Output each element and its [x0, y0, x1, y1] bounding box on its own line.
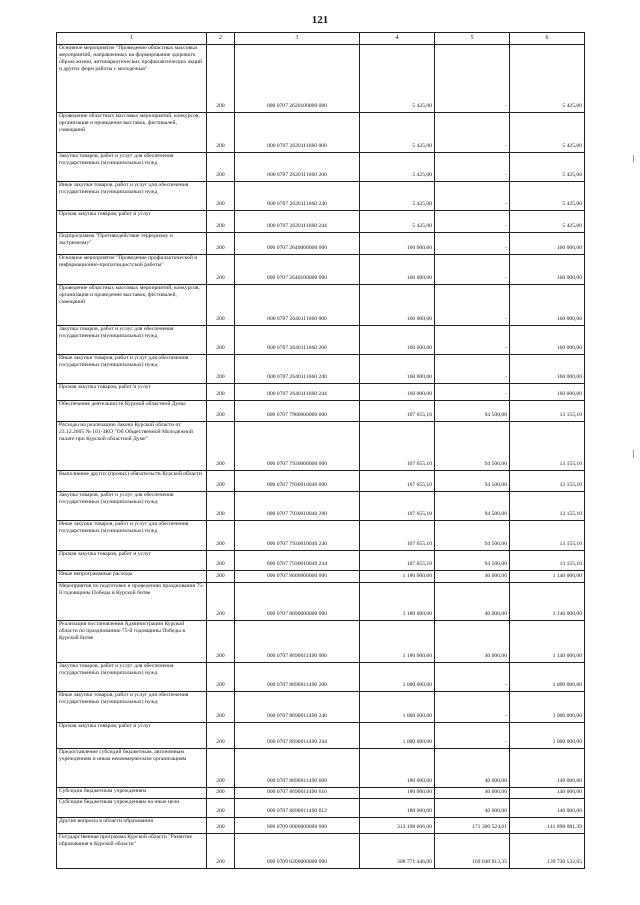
- row-federal-cell: 40 000,00: [435, 583, 510, 621]
- row-code-cell: 200: [207, 583, 235, 621]
- row-classification-cell: 000 0707 7930010040 000: [235, 471, 360, 492]
- table-row: [57, 521, 585, 551]
- row-code-cell: 200: [207, 401, 235, 422]
- row-name-cell: Закупка товаров, работ и услуг для обеспечения государственных (муниципальных) нужд: [57, 663, 207, 692]
- row-code-cell: 200: [207, 799, 235, 818]
- row-code-cell: 200: [207, 326, 235, 355]
- row-total-cell: 180 000,00: [360, 788, 435, 799]
- table-row: [57, 723, 585, 749]
- row-code-cell: 200: [207, 471, 235, 492]
- row-total-cell: 1 180 000,00: [360, 583, 435, 621]
- table-row: [57, 571, 585, 583]
- row-name-cell: Иные закупки товаров, работ и услуг для обеспечения государственных (муниципальных) нужд: [57, 521, 207, 551]
- row-regional-cell: 5 425,00: [510, 45, 585, 113]
- row-total-cell: 107 655,10: [360, 551, 435, 571]
- row-classification-cell: 000 0707 2640000000 000: [235, 233, 360, 255]
- row-federal-cell: -: [435, 663, 510, 692]
- row-code-cell: 200: [207, 521, 235, 551]
- row-total-cell: 1 000 000,00: [360, 692, 435, 723]
- row-federal-cell: -: [435, 45, 510, 113]
- row-regional-cell: 140 000,00: [510, 749, 585, 788]
- row-regional-cell: 5 425,00: [510, 113, 585, 153]
- table-row: [57, 153, 585, 182]
- row-regional-cell: 139 730 532,65: [510, 834, 585, 869]
- row-name-cell: Прочая закупка товаров, работ и услуг: [57, 551, 207, 571]
- table-row: [57, 355, 585, 384]
- column-header: 1: [57, 33, 207, 45]
- row-name-cell: Основное мероприятие "Проведение областных массовых мероприятий, направленных на формирование здорового образа жизни, антинаркотических профилактических акций и других форм работы с молодежью": [57, 45, 207, 113]
- table-row: [57, 663, 585, 692]
- row-regional-cell: 160 000,00: [510, 255, 585, 285]
- column-header: 5: [435, 33, 510, 45]
- row-classification-cell: 000 0707 2640111660 200: [235, 326, 360, 355]
- column-header: 2: [207, 33, 235, 45]
- row-total-cell: 107 655,10: [360, 471, 435, 492]
- row-total-cell: 5 425,00: [360, 153, 435, 182]
- column-header: 4: [360, 33, 435, 45]
- row-regional-cell: 141 898 081,39: [510, 818, 585, 834]
- row-regional-cell: 13 155,10: [510, 551, 585, 571]
- row-code-cell: 200: [207, 492, 235, 521]
- row-federal-cell: -: [435, 153, 510, 182]
- row-regional-cell: 160 000,00: [510, 384, 585, 401]
- row-regional-cell: 1 140 000,00: [510, 583, 585, 621]
- row-code-cell: 200: [207, 211, 235, 233]
- row-federal-cell: -: [435, 384, 510, 401]
- row-total-cell: 1 180 000,00: [360, 571, 435, 583]
- row-name-cell: Выполнение других (прочих) обязательств Курской области: [57, 471, 207, 492]
- row-name-cell: Расходы на реализацию Закона Курской области от 23.12.2005 № 101-ЗКО "Об Общественной Молодежной палате при Курской областной Думе": [57, 422, 207, 471]
- row-classification-cell: 000 0707 8690011490 240: [235, 692, 360, 723]
- row-classification-cell: 000 0707 8690011490 000: [235, 621, 360, 663]
- row-total-cell: 1 180 000,00: [360, 621, 435, 663]
- row-regional-cell: 160 000,00: [510, 355, 585, 384]
- row-regional-cell: 13 155,10: [510, 471, 585, 492]
- row-federal-cell: 94 500,00: [435, 551, 510, 571]
- row-classification-cell: 000 0707 7930010040 244: [235, 551, 360, 571]
- row-federal-cell: 94 500,00: [435, 492, 510, 521]
- table-row: [57, 692, 585, 723]
- budget-table: [56, 32, 585, 869]
- row-federal-cell: 40 000,00: [435, 788, 510, 799]
- row-code-cell: 200: [207, 422, 235, 471]
- row-code-cell: 200: [207, 233, 235, 255]
- row-total-cell: 160 000,00: [360, 326, 435, 355]
- row-code-cell: 200: [207, 255, 235, 285]
- row-name-cell: Закупка товаров, работ и услуг для обеспечения государственных (муниципальных) нужд: [57, 492, 207, 521]
- row-classification-cell: 000 0707 2640111660 244: [235, 384, 360, 401]
- row-code-cell: 200: [207, 663, 235, 692]
- column-header: 3: [235, 33, 360, 45]
- table-row: [57, 45, 585, 113]
- row-federal-cell: 169 040 913,35: [435, 834, 510, 869]
- row-name-cell: Иные закупки товаров, работ и услуг для обеспечения государственных (муниципальных) нужд: [57, 182, 207, 211]
- row-federal-cell: -: [435, 113, 510, 153]
- row-classification-cell: 000 0707 7930000000 000: [235, 422, 360, 471]
- row-regional-cell: 160 000,00: [510, 326, 585, 355]
- row-name-cell: Закупка товаров, работ и услуг для обеспечения государственных (муниципальных) нужд: [57, 153, 207, 182]
- row-classification-cell: 000 0707 8600000000 000: [235, 571, 360, 583]
- row-name-cell: Иные закупки товаров, работ и услуг для обеспечения государственных (муниципальных) нужд: [57, 355, 207, 384]
- row-total-cell: 160 000,00: [360, 233, 435, 255]
- row-regional-cell: 1 000 000,00: [510, 692, 585, 723]
- table-row: [57, 551, 585, 571]
- row-name-cell: Иные непрограммные расходы: [57, 571, 207, 583]
- row-federal-cell: 94 500,00: [435, 521, 510, 551]
- column-header: 6: [510, 33, 585, 45]
- row-code-cell: 200: [207, 788, 235, 799]
- row-name-cell: Обеспечение деятельности Курской областной Думы: [57, 401, 207, 422]
- row-regional-cell: 160 000,00: [510, 233, 585, 255]
- row-federal-cell: 40 000,00: [435, 749, 510, 788]
- row-classification-cell: 000 0707 7930010040 200: [235, 492, 360, 521]
- row-federal-cell: 94 500,00: [435, 471, 510, 492]
- row-federal-cell: -: [435, 211, 510, 233]
- row-classification-cell: 000 0707 2620111660 244: [235, 211, 360, 233]
- row-classification-cell: 000 0707 8690011490 610: [235, 788, 360, 799]
- row-total-cell: 308 771 446,00: [360, 834, 435, 869]
- table-row: [57, 583, 585, 621]
- row-federal-cell: -: [435, 233, 510, 255]
- row-name-cell: Субсидии бюджетным учреждениям: [57, 788, 207, 799]
- row-classification-cell: 000 0707 7900000000 000: [235, 401, 360, 422]
- row-classification-cell: 000 0709 0200000000 000: [235, 834, 360, 869]
- row-classification-cell: 000 0707 2640100000 000: [235, 255, 360, 285]
- row-federal-cell: 40 000,00: [435, 799, 510, 818]
- row-federal-cell: -: [435, 723, 510, 749]
- table-header-row: [57, 33, 585, 45]
- table-row: [57, 384, 585, 401]
- table-row: [57, 401, 585, 422]
- edge-mark: [633, 450, 634, 458]
- row-code-cell: 200: [207, 113, 235, 153]
- row-total-cell: 1 000 000,00: [360, 663, 435, 692]
- row-federal-cell: -: [435, 285, 510, 326]
- row-code-cell: 200: [207, 45, 235, 113]
- row-regional-cell: 1 000 000,00: [510, 663, 585, 692]
- row-classification-cell: 000 0707 8690011490 244: [235, 723, 360, 749]
- table-row: [57, 799, 585, 818]
- row-classification-cell: 000 0707 8690011490 612: [235, 799, 360, 818]
- row-code-cell: 200: [207, 285, 235, 326]
- row-total-cell: 160 000,00: [360, 285, 435, 326]
- row-classification-cell: 000 0707 2620100000 000: [235, 45, 360, 113]
- row-regional-cell: 5 425,00: [510, 153, 585, 182]
- row-total-cell: 107 655,10: [360, 492, 435, 521]
- row-classification-cell: 000 0709 0000000000 000: [235, 818, 360, 834]
- row-total-cell: 160 000,00: [360, 255, 435, 285]
- row-federal-cell: -: [435, 182, 510, 211]
- row-name-cell: Реализация постановления Администрации Курской области по празднованию 75-й годовщины Победы в Курской битве: [57, 621, 207, 663]
- row-classification-cell: 000 0707 2620111660 200: [235, 153, 360, 182]
- row-code-cell: 200: [207, 551, 235, 571]
- row-regional-cell: 1 140 000,00: [510, 621, 585, 663]
- row-name-cell: Иные закупки товаров, работ и услуг для обеспечения государственных (муниципальных) нужд: [57, 692, 207, 723]
- row-total-cell: 1 000 000,00: [360, 723, 435, 749]
- row-name-cell: Прочая закупка товаров, работ и услуг: [57, 384, 207, 401]
- row-total-cell: 313 198 606,00: [360, 818, 435, 834]
- row-name-cell: Мероприятия по подготовке и проведению празднования 75-й годовщины Победы в Курской битве: [57, 583, 207, 621]
- row-regional-cell: 140 000,00: [510, 788, 585, 799]
- edge-mark: [633, 155, 634, 163]
- row-regional-cell: 13 155,10: [510, 401, 585, 422]
- row-federal-cell: -: [435, 326, 510, 355]
- row-code-cell: 200: [207, 834, 235, 869]
- row-classification-cell: 000 0707 8690011490 200: [235, 663, 360, 692]
- row-name-cell: Подпрограмма "Противодействие терроризму и экстремизму": [57, 233, 207, 255]
- row-classification-cell: 000 0707 2640111660 240: [235, 355, 360, 384]
- row-federal-cell: 94 500,00: [435, 422, 510, 471]
- row-classification-cell: 000 0707 8690000000 000: [235, 583, 360, 621]
- table-row: [57, 834, 585, 869]
- row-name-cell: Закупка товаров, работ и услуг для обеспечения государственных (муниципальных) нужд: [57, 326, 207, 355]
- row-code-cell: 200: [207, 571, 235, 583]
- row-code-cell: 200: [207, 355, 235, 384]
- table-row: [57, 818, 585, 834]
- row-total-cell: 107 655,10: [360, 401, 435, 422]
- row-regional-cell: 140 000,00: [510, 799, 585, 818]
- row-total-cell: 5 425,00: [360, 45, 435, 113]
- row-federal-cell: 94 500,00: [435, 401, 510, 422]
- row-code-cell: 200: [207, 818, 235, 834]
- table-row: [57, 492, 585, 521]
- table-row: [57, 211, 585, 233]
- row-total-cell: 160 000,00: [360, 355, 435, 384]
- row-regional-cell: 13 155,10: [510, 492, 585, 521]
- row-name-cell: Другие вопросы в области образования: [57, 818, 207, 834]
- table-row: [57, 422, 585, 471]
- row-federal-cell: 40 000,00: [435, 621, 510, 663]
- row-federal-cell: 40 000,00: [435, 571, 510, 583]
- table-row: [57, 326, 585, 355]
- row-total-cell: 180 000,00: [360, 749, 435, 788]
- row-total-cell: 5 425,00: [360, 211, 435, 233]
- row-code-cell: 200: [207, 182, 235, 211]
- table-row: [57, 233, 585, 255]
- row-name-cell: Предоставление субсидий бюджетным, автономным учреждениям и иным некоммерческим организациям: [57, 749, 207, 788]
- row-name-cell: Субсидии бюджетным учреждениям на иные цели: [57, 799, 207, 818]
- row-regional-cell: 13 155,10: [510, 422, 585, 471]
- table-row: [57, 182, 585, 211]
- row-regional-cell: 13 155,10: [510, 521, 585, 551]
- row-classification-cell: 000 0707 2640111660 000: [235, 285, 360, 326]
- table-row: [57, 621, 585, 663]
- row-code-cell: 200: [207, 384, 235, 401]
- row-total-cell: 107 655,10: [360, 422, 435, 471]
- row-federal-cell: 171 300 524,61: [435, 818, 510, 834]
- row-federal-cell: -: [435, 255, 510, 285]
- row-federal-cell: -: [435, 692, 510, 723]
- row-regional-cell: 1 140 000,00: [510, 571, 585, 583]
- table-row: [57, 285, 585, 326]
- row-code-cell: 200: [207, 621, 235, 663]
- row-code-cell: 200: [207, 749, 235, 788]
- row-regional-cell: 5 425,00: [510, 182, 585, 211]
- row-regional-cell: 1 000 000,00: [510, 723, 585, 749]
- row-total-cell: 160 000,00: [360, 384, 435, 401]
- row-classification-cell: 000 0707 7930010040 240: [235, 521, 360, 551]
- row-total-cell: 5 425,00: [360, 113, 435, 153]
- row-total-cell: 5 425,00: [360, 182, 435, 211]
- table-row: [57, 113, 585, 153]
- table-row: [57, 255, 585, 285]
- row-name-cell: Проведение областных массовых мероприятий, конкурсов, организация и проведение выставок, фестивалей, совещаний: [57, 113, 207, 153]
- row-code-cell: 200: [207, 723, 235, 749]
- row-name-cell: Прочая закупка товаров, работ и услуг: [57, 211, 207, 233]
- row-regional-cell: 5 425,00: [510, 211, 585, 233]
- table-row: [57, 749, 585, 788]
- row-name-cell: Проведение областных массовых мероприятий, конкурсов, организация и проведение выставок, фестивалей, совещаний: [57, 285, 207, 326]
- row-classification-cell: 000 0707 8690011490 600: [235, 749, 360, 788]
- row-classification-cell: 000 0707 2620111660 000: [235, 113, 360, 153]
- row-federal-cell: -: [435, 355, 510, 384]
- row-name-cell: Прочая закупка товаров, работ и услуг: [57, 723, 207, 749]
- row-classification-cell: 000 0707 2620111660 240: [235, 182, 360, 211]
- row-name-cell: Основное мероприятие "Проведение профилактической и информационно-пропагандистской работы": [57, 255, 207, 285]
- page-number: 121: [311, 14, 329, 26]
- row-code-cell: 200: [207, 692, 235, 723]
- table-row: [57, 788, 585, 799]
- row-total-cell: 180 000,00: [360, 799, 435, 818]
- table-row: [57, 471, 585, 492]
- row-name-cell: Государственная программа Курской области "Развитие образования в Курской области": [57, 834, 207, 869]
- row-regional-cell: 160 000,00: [510, 285, 585, 326]
- row-total-cell: 107 655,10: [360, 521, 435, 551]
- row-code-cell: 200: [207, 153, 235, 182]
